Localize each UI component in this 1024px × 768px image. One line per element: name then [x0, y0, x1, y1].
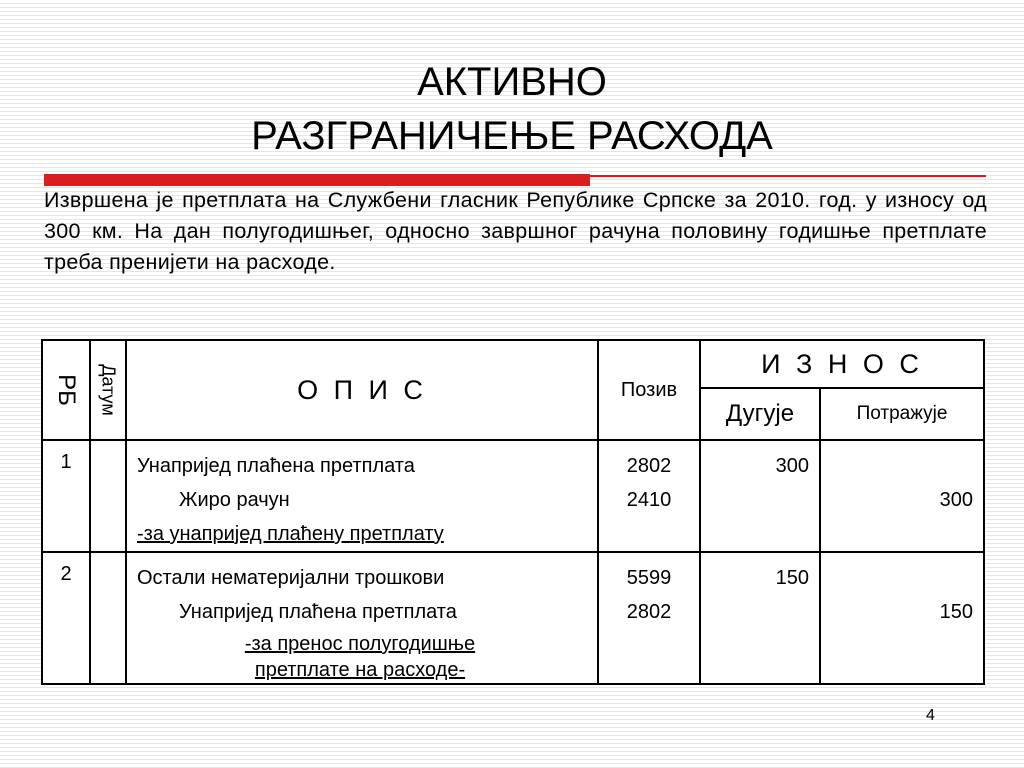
debit-amount: 150	[775, 567, 809, 589]
credit-account-code: 2802	[626, 601, 672, 623]
credit-account-code: 2410	[626, 489, 672, 511]
row-debit	[700, 440, 820, 552]
row-description	[126, 552, 598, 684]
table-row	[42, 440, 984, 552]
row-account-codes	[598, 552, 700, 684]
header-potrazuje: Потражује	[820, 388, 984, 440]
row-debit	[700, 552, 820, 684]
header-duguje: Дугује	[700, 388, 820, 440]
credit-amount: 300	[939, 489, 973, 511]
title-line-1: АКТИВНО	[417, 60, 607, 104]
ledger-table	[41, 339, 985, 685]
row-credit	[820, 552, 984, 684]
row-description	[126, 440, 598, 552]
debit-account-name: Унапријед плаћена претплата	[137, 455, 415, 477]
description-paragraph: Извршена је претплата на Службени гласник Републике Српске за 2010. год. у износу од 300 км. На дан полугодишњег, односно завршног рачуна половину годишње претплате треба пренијети на расходе.	[44, 188, 987, 274]
debit-account-code: 5599	[626, 567, 672, 589]
title-line-2: РАЗГРАНИЧЕЊЕ РАСХОДА	[251, 114, 773, 158]
row-number: 2	[42, 552, 90, 684]
debit-account-code: 2802	[626, 455, 672, 477]
entry-note: -за унапријед плаћену претплату	[137, 523, 444, 545]
header-datum-label: Датум	[98, 364, 119, 416]
row-number: 1	[42, 440, 90, 552]
table-row	[42, 552, 984, 684]
debit-amount: 300	[775, 455, 809, 477]
header-poziv: Позив	[598, 340, 700, 440]
credit-account-name: Жиро рачун	[179, 489, 290, 511]
row-date	[90, 552, 126, 684]
entry-note: -за пренос полугодишње претплате на расходе-	[244, 633, 476, 681]
row-date	[90, 440, 126, 552]
slide-title	[0, 55, 1024, 163]
page-number: 4	[926, 707, 935, 724]
header-rb-label: РБ	[53, 374, 80, 406]
header-opis: О П И С	[126, 340, 598, 440]
header-iznos: И З Н О С	[700, 340, 984, 388]
header-rb	[42, 340, 90, 440]
row-credit	[820, 440, 984, 552]
credit-account-name: Унапријед плаћена претплата	[179, 601, 457, 623]
title-underline-thin	[590, 175, 986, 177]
row-account-codes	[598, 440, 700, 552]
credit-amount: 150	[939, 601, 973, 623]
debit-account-name: Остали нематеријални трошкови	[137, 567, 445, 589]
header-datum	[90, 340, 126, 440]
